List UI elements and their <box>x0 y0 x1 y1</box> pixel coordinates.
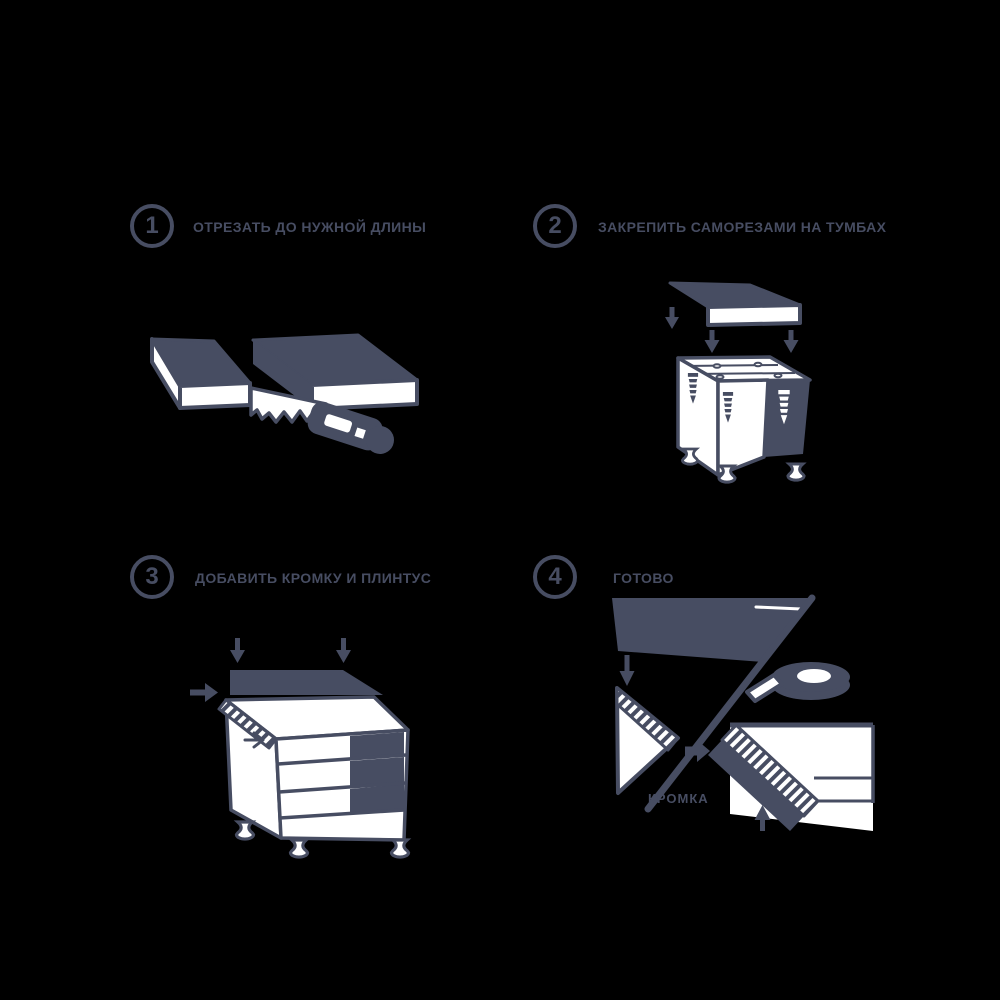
step-2-illustration-worktop-onto-cabinet <box>640 270 890 510</box>
worktop-corner-with-edge <box>685 725 873 831</box>
step-4-number: 4 <box>548 563 562 590</box>
worktop-slab <box>670 283 800 325</box>
edge-tape-roll-icon <box>747 662 850 701</box>
step-1-number-badge <box>130 204 174 248</box>
down-arrow-icon <box>620 655 635 686</box>
step-2-number-badge <box>533 204 577 248</box>
step-1-number: 1 <box>145 212 159 239</box>
cabinet-foot <box>236 822 253 839</box>
right-arrow-icon <box>190 683 218 702</box>
cabinet-foot <box>391 840 408 857</box>
step-4-number-badge <box>533 555 577 599</box>
cabinet-foot <box>290 840 307 857</box>
cabinet-with-worktop <box>219 697 409 857</box>
left-board <box>152 339 250 408</box>
step-2-title: ЗАКРЕПИТЬ САМОРЕЗАМИ НА ТУМБАХ <box>598 219 887 235</box>
cabinet-foot <box>719 466 735 482</box>
step-3-illustration-edge-and-plinth <box>160 612 460 897</box>
cabinet-foot <box>788 464 804 480</box>
step-3-number-badge <box>130 555 174 599</box>
edge-banding-label: КРОМКА <box>648 791 709 806</box>
step-2-number: 2 <box>548 212 562 239</box>
step-1-title: ОТРЕЗАТЬ ДО НУЖНОЙ ДЛИНЫ <box>193 219 427 235</box>
highlight-line <box>756 607 801 609</box>
step-4-title: ГОТОВО <box>613 570 674 586</box>
step-1-illustration-saw-cutting-boards <box>130 325 470 465</box>
step-3-title: ДОБАВИТЬ КРОМКУ И ПЛИНТУС <box>195 570 432 586</box>
down-arrow-icons <box>230 638 351 663</box>
cabinet-foot <box>682 449 697 464</box>
step-4-illustration-edge-banding <box>590 585 910 885</box>
plinth-strip <box>230 670 383 695</box>
step-3-number: 3 <box>145 563 159 590</box>
base-cabinet <box>678 357 810 482</box>
